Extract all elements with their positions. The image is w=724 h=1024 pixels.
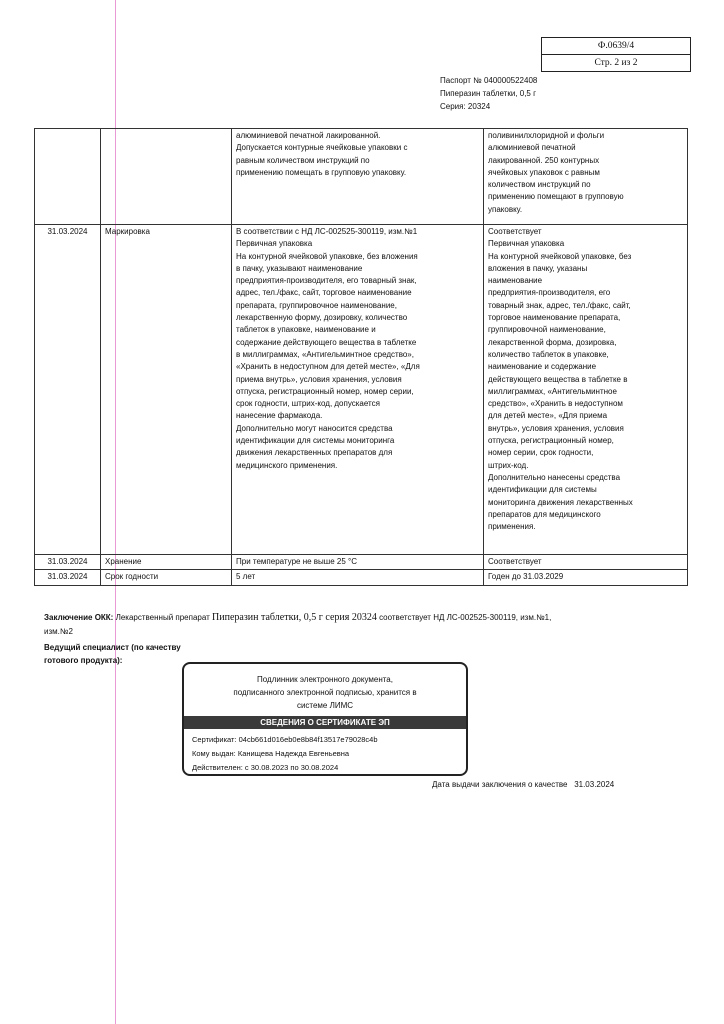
table-row <box>35 570 688 585</box>
row-parameter: Маркировка <box>101 225 232 555</box>
form-code: Ф.0639/4 <box>597 41 635 51</box>
specialist-label <box>44 641 181 667</box>
stamp-notice-line: подписанного электронной подписью, хранится в <box>233 688 417 697</box>
certificate-id: Сертификат: 04cb661d016eb0e8b84f13517e79028c4b <box>192 735 378 744</box>
stamp-notice-line: Подлинник электронного документа, <box>257 675 393 684</box>
page-number: Стр. 2 из 2 <box>542 54 690 71</box>
stamp-details <box>184 729 466 775</box>
conclusion <box>44 611 644 639</box>
row-result: Годен до 31.03.2029 <box>484 570 688 585</box>
conclusion-product: Пиперазин таблетки, 0,5 г серия 20324 <box>212 612 377 623</box>
stamp-notice-line: системе ЛИМС <box>296 701 354 710</box>
table-row <box>35 225 688 555</box>
table-row <box>35 129 688 225</box>
specialist-line: Ведущий специалист (по качеству <box>44 643 181 652</box>
conclusion-label: Заключение ОКК: <box>44 613 114 622</box>
e-signature-stamp <box>182 662 468 776</box>
passport-series: Серия: 20324 <box>440 102 491 111</box>
row-requirement: В соответствии с НД ЛС-002525-300119, изм.№1 Первичная упаковка На контурной ячейковой упаковке, без вложения в пачку, указывают наименование предприятия-производителя, его товарный знак, адрес, тел./факс, сайт, торговое наименование препарата, группировочное наименование, лекарственную форму, дозировку, количество таблеток в упаковке, наименование и содержание действующего вещества в таблетке в миллиграммах, «Антигельминтное средство», «Хранить в недоступном для детей месте», «Для приема внутрь», условия хранения, условия отпуска, регистрационный номер, номер серии, срок годности, штрих-код, допускается нанесение фармакода. Дополнительно могут наносится средства идентификации для системы мониторинга движения лекарственных препаратов для медицинского применения. <box>232 225 484 555</box>
passport-number: Паспорт № 040000522408 <box>440 76 538 85</box>
conclusion-standard: соответствует НД ЛС-002525-300119, изм.№1, <box>379 613 552 622</box>
row-parameter: Хранение <box>101 555 232 570</box>
row-result: Соответствует Первичная упаковка На контурной ячейковой упаковке, без вложения в пачку, указаны наименование предприятия-производителя, его товарный знак, адрес, тел./факс, сайт, торговое наименование препарата, группировочной наименование, лекарственной форма, дозировка, количество таблеток в упаковке, наименование и содержание действующего вещества в таблетке в миллиграммах, «Антигельминтное средство», «Хранить в недоступном для детей месте», «Для приема внутрь», условия хранения, условия отпуска, регистрационный номер, номер серии, срок годности, штрих-код. Дополнительно нанесены средства идентификации для системы мониторинга движения лекарственных препаратов для медицинского применения. <box>484 225 688 555</box>
form-code-box <box>541 37 691 72</box>
issue-date-line <box>432 780 614 789</box>
row-date <box>35 129 101 225</box>
quality-table <box>34 128 688 586</box>
row-requirement: 5 лет <box>232 570 484 585</box>
row-result: поливинилхлоридной и фольги алюминиевой печатной лакированной. 250 контурных ячейковых упаковок с равным количеством инструкций по применению помещают в групповую упаковку. <box>484 129 688 225</box>
row-parameter <box>101 129 232 225</box>
row-date: 31.03.2024 <box>35 555 101 570</box>
conclusion-amendment: изм.№2 <box>44 627 73 636</box>
row-date: 31.03.2024 <box>35 225 101 555</box>
row-requirement: алюминиевой печатной лакированной. Допускается контурные ячейковые упаковки с равным количеством инструкций по применению помещать в групповую упаковку. <box>232 129 484 225</box>
issue-date: 31.03.2024 <box>574 780 615 789</box>
issue-date-label: Дата выдачи заключения о качестве <box>432 780 568 789</box>
conclusion-text: Лекарственный препарат <box>115 613 210 622</box>
row-date: 31.03.2024 <box>35 570 101 585</box>
specialist-line: готового продукта): <box>44 656 123 665</box>
stamp-notice <box>184 664 466 713</box>
table-row <box>35 555 688 570</box>
row-result: Соответствует <box>484 555 688 570</box>
row-parameter: Срок годности <box>101 570 232 585</box>
certificate-validity: Действителен: с 30.08.2023 по 30.08.2024 <box>192 763 339 772</box>
stamp-header: СВЕДЕНИЯ О СЕРТИФИКАТЕ ЭП <box>184 716 466 729</box>
passport-product: Пиперазин таблетки, 0,5 г <box>440 89 537 98</box>
passport-block <box>440 74 537 113</box>
row-requirement: При температуре не выше 25 °С <box>232 555 484 570</box>
certificate-owner: Кому выдан: Канищева Надежда Евгеньевна <box>192 749 350 758</box>
